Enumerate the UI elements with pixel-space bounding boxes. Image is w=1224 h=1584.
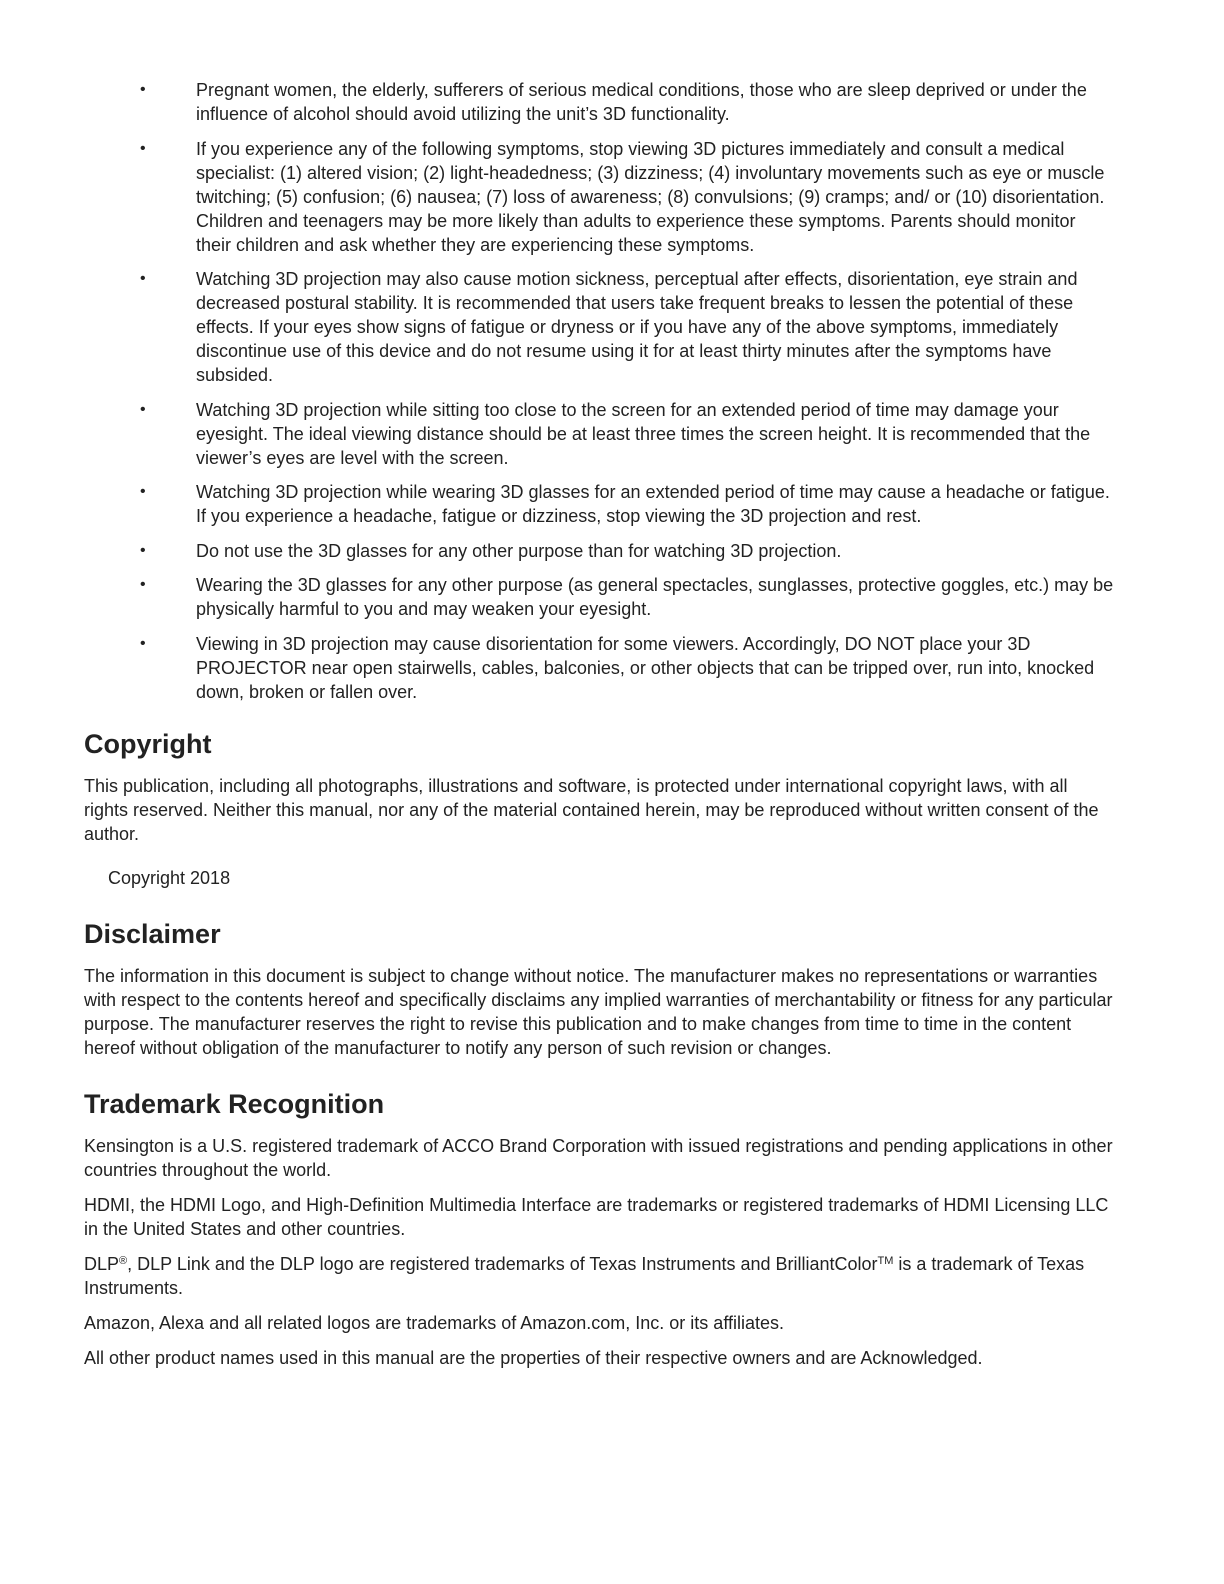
list-item [140,78,1114,126]
list-item [140,632,1114,704]
list-item [140,573,1114,621]
list-item [140,398,1114,470]
dlp-text-cont: , DLP Link and the DLP logo are registered trademarks of Texas Instruments and BrilliantColor [127,1253,878,1274]
copyright-section [84,728,1114,890]
disclaimer-section [84,918,1114,1060]
bullet-marker: • [140,541,146,559]
copyright-year: Copyright 2018 [108,867,231,888]
bullet-text: Watching 3D projection may also cause motion sickness, perceptual after effects, disorientation, eye strain and decreased postural stability. It is recommended that users take frequent breaks to lessen the potential of these effects. If your eyes show signs of fatigue or dryness or if you have any of the above symptoms, immediately discontinue use of this device and do not resume using it for at least thirty minutes after the symptoms have subsided. [196,269,1078,385]
safety-bullet-list [140,78,1114,704]
trademark-section [84,1088,1114,1370]
trademark-dlp [84,1252,1114,1300]
bullet-marker: • [140,81,146,98]
bullet-text: Wearing the 3D glasses for any other purpose (as general spectacles, sunglasses, protective goggles, etc.) may be physically harmful to you and may weaken your eyesight. [196,575,1114,619]
bullet-text: If you experience any of the following symptoms, stop viewing 3D pictures immediately and consult a medical specialist: (1) altered vision; (2) light-headedness; (3) dizziness; (4) involuntary movements such as eye or muscle twitching; (5) confusion; (6) nausea; (7) loss of awareness; (8) convulsions; (9) cramps; and/ or (10) disorientation. Children and teenagers may be more likely than adults to experience these symptoms. Parents should monitor their children and ask whether they are experiencing these symptoms. [196,138,1105,255]
document-page [84,78,1114,1381]
copyright-heading: Copyright [84,728,212,759]
disclaimer-body: The information in this document is subject to change without notice. The manufacturer makes no representations or warranties with respect to the contents hereof and specifically disclaims any implied warranties of merchantability or fitness for any particular purpose. The manufacturer reserves the right to revise this publication and to make changes from time to time in the content hereof without obligation of the manufacturer to notify any person of such revision or changes. [84,965,1113,1058]
bullet-marker: • [140,400,146,418]
tm-mark: TM [877,1254,894,1267]
bullet-marker: • [140,139,146,157]
bullet-marker: • [140,483,146,500]
bullet-marker: • [140,634,146,652]
bullet-marker: • [140,576,146,593]
disclaimer-heading: Disclaimer [84,918,221,949]
bullet-text: Watching 3D projection while sitting too close to the screen for an extended period of time may damage your eyesight. The ideal viewing distance should be at least three times the screen height. It is recommended that the viewer’s eyes are level with the screen. [196,399,1091,468]
trademark-other: All other product names used in this manual are the properties of their respective owners and are Acknowledged. [84,1347,983,1368]
trademark-paragraphs [84,1134,1114,1370]
list-item [140,539,1114,563]
dlp-text: DLP [84,1253,120,1274]
list-item [140,137,1114,257]
bullet-text: Do not use the 3D glasses for any other purpose than for watching 3D projection. [196,540,842,561]
trademark-amazon: Amazon, Alexa and all related logos are trademarks of Amazon.com, Inc. or its affiliates. [84,1312,785,1333]
bullet-text: Watching 3D projection while wearing 3D glasses for an extended period of time may cause a headache or fatigue. If you experience a headache, fatigue or dizziness, stop viewing the 3D projection and rest. [196,482,1110,526]
list-item [140,267,1114,387]
dlp-text-end: is a trademark of Texas Instruments. [84,1253,1085,1298]
trademark-kensington: Kensington is a U.S. registered trademark of ACCO Brand Corporation with issued registrations and pending applications in other countries throughout the world. [84,1135,1113,1180]
list-item [140,480,1114,528]
bullet-marker: • [140,270,146,287]
registered-mark: ® [119,1254,128,1267]
bullet-text: Viewing in 3D projection may cause disorientation for some viewers. Accordingly, DO NOT place your 3D PROJECTOR near open stairwells, cables, balconies, or other objects that can be tripped over, run into, knocked down, broken or fallen over. [196,633,1095,702]
trademark-heading: Trademark Recognition [84,1088,385,1119]
trademark-hdmi: HDMI, the HDMI Logo, and High-Definition Multimedia Interface are trademarks or registered trademarks of HDMI Licensing LLC in the United States and other countries. [84,1194,1109,1239]
copyright-body: This publication, including all photographs, illustrations and software, is protected under international copyright laws, with all rights reserved. Neither this manual, nor any of the material contained herein, may be reproduced without written consent of the author. [84,775,1099,844]
bullet-text: Pregnant women, the elderly, sufferers of serious medical conditions, those who are sleep deprived or under the influence of alcohol should avoid utilizing the unit’s 3D functionality. [196,80,1087,124]
